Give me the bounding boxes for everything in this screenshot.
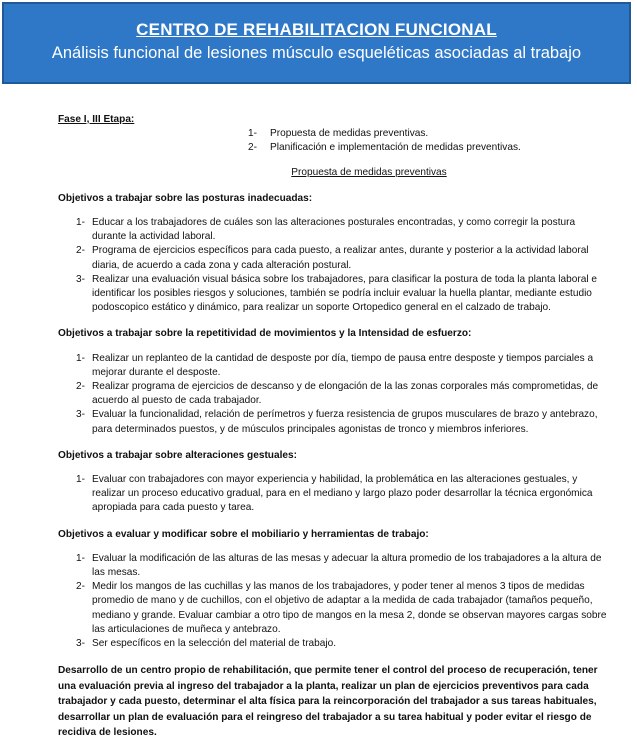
- list-item: [58, 244, 608, 272]
- item-text: Evaluar la funcionalidad, relación de perímetros y fuerza resistencia de grupos musculares de brazo y antebrazo, para determinados puestos, y de músculos principales agonistas de tronco y miembros inferiores.: [92, 409, 598, 435]
- list-item: [58, 273, 608, 316]
- item-number: 2-: [76, 245, 85, 257]
- item-number: 3-: [76, 638, 85, 650]
- list-item: [58, 408, 608, 436]
- list-item: [58, 552, 608, 580]
- objective-list: [58, 216, 608, 315]
- item-text: Evaluar con trabajadores con mayor experiencia y habilidad, la problemática en las alteraciones gestuales, y realizar un proceso educativo gradual, para en el mediano y largo plazo poder desarrollar la técnica ergonómica apropiada para cada puesto y tarea.: [92, 474, 593, 514]
- section-heading: Objetivos a evaluar y modificar sobre el mobiliario y herramientas de trabajo:: [58, 528, 429, 540]
- item-text: Medir los mangos de las cuchillas y las manos de los trabajadores, y poder tener al menos 3 tipos de medidas promedio de mano y de cuchillos, con el objetivo de adaptar a la medida de cada trabajador (tamaños pequeño, mediano y grande. Evaluar cambiar a otro tipo de mangos en la mesa 2, donde se observan mayores cargas sobre las articulaciones de muñeca y antebrazo.: [92, 581, 607, 635]
- item-number: 3-: [76, 409, 85, 421]
- list-item: [58, 352, 608, 380]
- item-text: Realizar un replanteo de la cantidad de desposte por día, tiempo de pausa entre desposte y tiempos parciales a mejorar durante el desposte.: [92, 352, 594, 378]
- list-item: [58, 580, 608, 637]
- section-heading: Objetivos a trabajar sobre las posturas inadecuadas:: [58, 192, 313, 204]
- list-item: [58, 380, 608, 408]
- item-text: Planificación e implementación de medidas preventivas.: [270, 142, 521, 154]
- item-text: Evaluar la modificación de las alturas de las mesas y adecuar la altura promedio de los trabajadores a la altura de las mesas.: [92, 552, 602, 579]
- section-heading: Objetivos a trabajar sobre alteraciones gestuales:: [58, 449, 297, 461]
- item-number: 2-: [76, 581, 85, 593]
- item-number: 2-: [248, 142, 257, 154]
- item-number: 1-: [76, 552, 85, 564]
- item-text: Programa de ejercicios específicos para cada puesto, a realizar antes, durante y posterior a la actividad laboral diaria, de acuerdo a cada zona y cada alteración postural.: [92, 245, 589, 271]
- objective-list: [58, 352, 608, 437]
- objective-list: [58, 473, 608, 516]
- item-text: Ser específicos en la selección del material de trabajo.: [92, 638, 337, 650]
- list-item: [58, 637, 608, 651]
- item-number: 3-: [76, 273, 85, 285]
- item-text: Realizar programa de ejercicios de descanso y de elongación de la las zonas corporales más comprometidas, de acuerdo al puesto de cada trabajador.: [92, 381, 599, 407]
- item-number: 1-: [248, 128, 257, 140]
- conclusion-paragraph: Desarrollo de un centro propio de rehabilitación, que permite tener el control del proceso de recuperación, tener una evaluación previa al ingreso del trabajador a la planta, realizar un plan de ejercicios preventivos para cada trabajador y cada puesto, determinar el alta física para la reincorporación del trabajador a sus tareas habituales, desarrollar un plan de evaluación para el reingreso del trabajador a su tarea habitual y poder evitar el riesgo de recidiva de lesiones.: [58, 665, 598, 739]
- phase-label: Fase I, III Etapa:: [58, 114, 135, 125]
- list-item: [248, 127, 608, 141]
- item-text: Propuesta de medidas preventivas.: [270, 128, 429, 140]
- item-text: Realizar una evaluación visual básica sobre los trabajadores, para clasificar la postura de toda la planta laboral e identificar los posibles riesgos y soluciones, también se podría incluir evaluar la huella plantar, mediante estudio podoscopico estático y dinámico, para realizar un soporte Ortopedico general en el calzado de trabajo.: [92, 273, 597, 314]
- header-banner: [2, 2, 631, 84]
- list-item: [248, 141, 608, 155]
- list-item: [58, 216, 608, 244]
- item-number: 2-: [76, 381, 85, 393]
- document-body: [58, 113, 608, 741]
- item-number: 1-: [76, 217, 85, 229]
- list-item: [58, 473, 608, 516]
- proposal-title: Propuesta de medidas preventivas: [291, 166, 447, 178]
- item-number: 1-: [76, 474, 85, 486]
- section-heading: Objetivos a trabajar sobre la repetitividad de movimientos y la Intensidad de esfuerzo:: [58, 328, 472, 340]
- item-number: 1-: [76, 352, 85, 364]
- item-text: Educar a los trabajadores de cuáles son las alteraciones posturales encontradas, y como corregir la postura durante la actividad laboral.: [92, 217, 576, 243]
- phase-list: [248, 127, 608, 155]
- header-title: CENTRO DE REHABILITACION FUNCIONAL: [136, 20, 497, 39]
- objective-list: [58, 552, 608, 651]
- header-subtitle: Análisis funcional de lesiones músculo esqueléticas asociadas al trabajo: [51, 44, 582, 62]
